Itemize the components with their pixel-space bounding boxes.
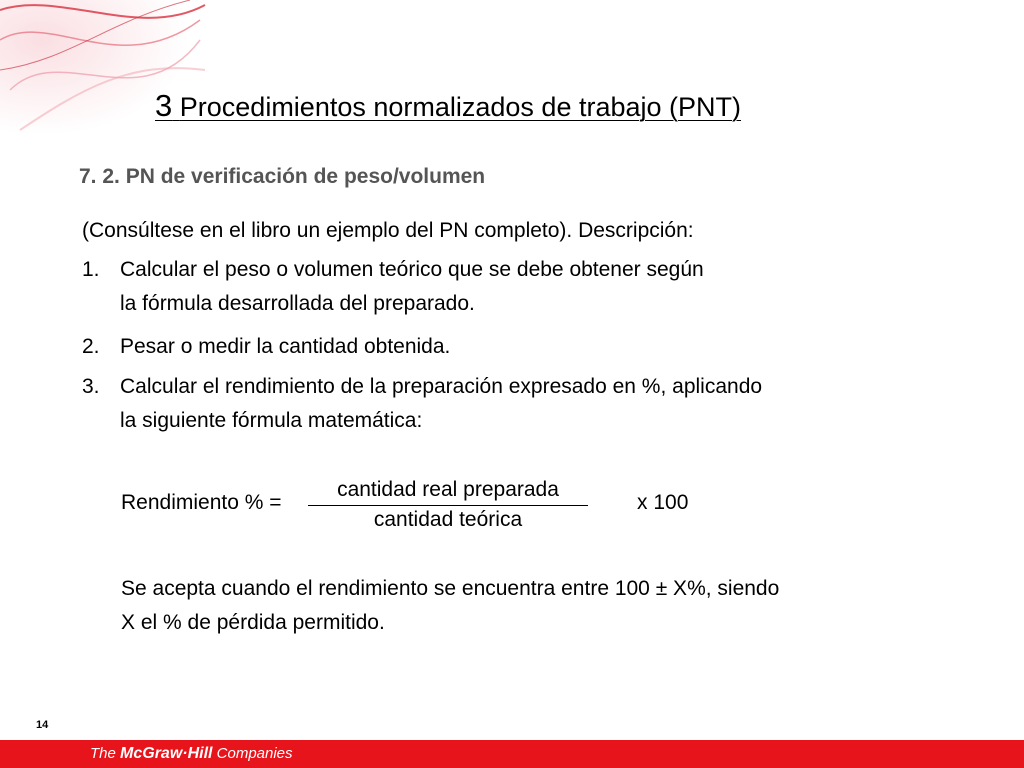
- page-number: 14: [36, 719, 49, 731]
- list-item-number: 1.: [82, 258, 100, 281]
- formula-denominator: cantidad teórica: [373, 508, 523, 531]
- formula-numerator: cantidad real preparada: [308, 476, 588, 506]
- footer-bar: [0, 740, 1024, 768]
- acceptance-text: Se acepta cuando el rendimiento se encuentra entre 100 ± X%, siendo X el % de pérdida permitido.: [121, 577, 780, 634]
- title-number: 3: [155, 88, 173, 123]
- list-item-text: Calcular el rendimiento de la preparación expresado en %, aplicando la siguiente fórmula matemática:: [120, 375, 763, 432]
- section-subtitle: 7. 2. PN de verificación de peso/volumen: [79, 165, 486, 188]
- title-text: Procedimientos normalizados de trabajo (PNT): [179, 92, 742, 122]
- list-item-text: Calcular el peso o volumen teórico que se debe obtener según la fórmula desarrollada del preparado.: [120, 258, 704, 315]
- formula-fraction: [308, 476, 588, 534]
- list-item-number: 2.: [82, 335, 100, 358]
- formula-label: Rendimiento % =: [121, 491, 282, 514]
- page-title: [155, 88, 741, 124]
- intro-text: (Consúltese en el libro un ejemplo del PN completo). Descripción:: [82, 219, 694, 242]
- publisher-logo: The McGraw·Hill Companies: [90, 745, 293, 762]
- list-item-text: Pesar o medir la cantidad obtenida.: [120, 335, 451, 358]
- formula-multiplier: x 100: [637, 491, 689, 514]
- list-item-number: 3.: [82, 375, 100, 398]
